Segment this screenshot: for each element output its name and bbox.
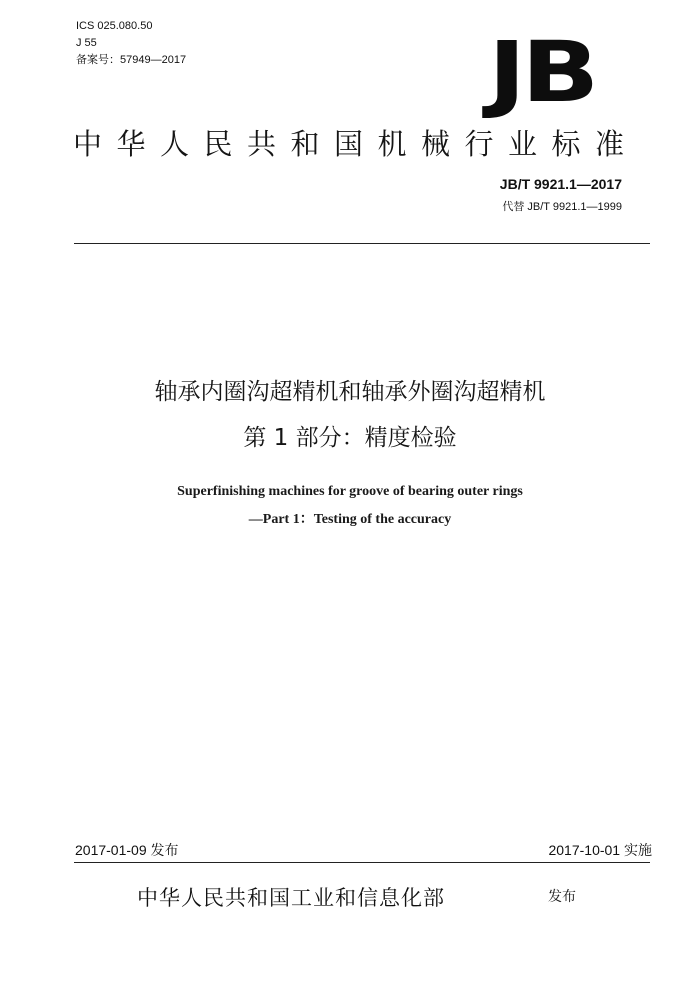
title-en-line-1: Superfinishing machines for groove of bearing outer rings bbox=[177, 484, 523, 499]
implementation-date: 2017-10-01 实施 bbox=[548, 842, 652, 858]
standard-category-title: 中华人民共和国机械行业标准 bbox=[73, 127, 639, 161]
title-en-line-2: —Part 1：Testing of the accuracy bbox=[248, 512, 452, 527]
publish-label: 发布 bbox=[548, 889, 576, 905]
classification-block bbox=[76, 18, 186, 69]
ics-number: ICS 025.080.50 bbox=[76, 20, 153, 32]
title-cn-line-1: 轴承内圈沟超精机和轴承外圈沟超精机 bbox=[154, 379, 546, 405]
replaces-standard: 代替 JB/T 9921.1—1999 bbox=[502, 201, 622, 213]
issue-date: 2017-01-09 发布 bbox=[75, 842, 179, 858]
top-divider bbox=[74, 243, 650, 244]
standard-code: JB/T 9921.1—2017 bbox=[499, 176, 622, 192]
bottom-divider bbox=[74, 862, 650, 863]
title-cn-line-2: 第 1 部分：精度检验 bbox=[243, 425, 457, 451]
publisher-name: 中华人民共和国工业和信息化部 bbox=[137, 886, 445, 910]
ccs-number: J 55 bbox=[76, 37, 97, 49]
jb-logo: JB bbox=[488, 23, 595, 121]
record-number: 备案号：57949—2017 bbox=[76, 54, 187, 66]
